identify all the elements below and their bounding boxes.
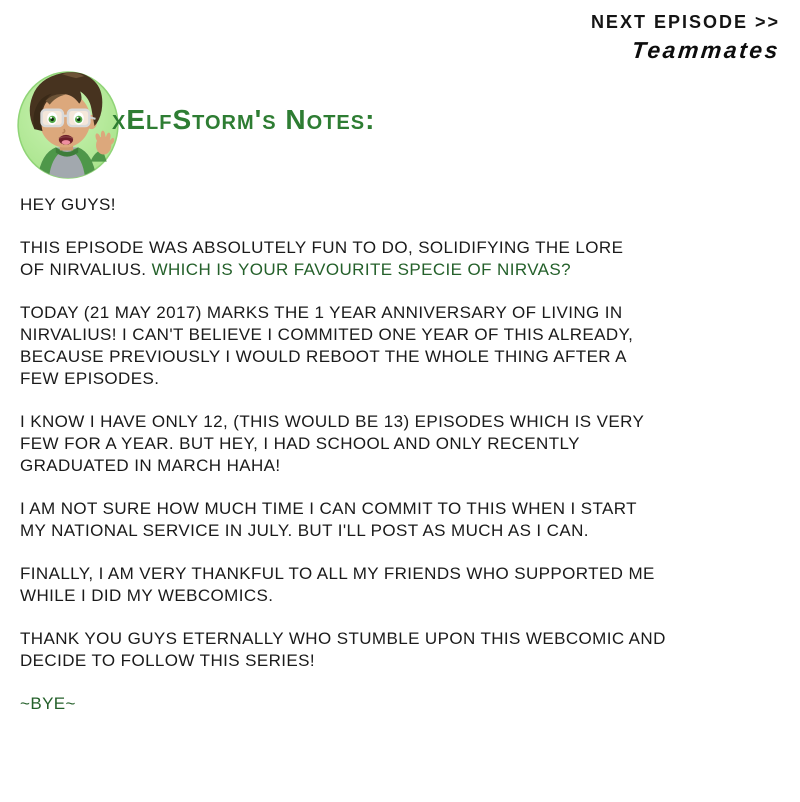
paragraph bbox=[20, 628, 790, 672]
paragraph bbox=[20, 563, 790, 607]
paragraph bbox=[20, 498, 790, 542]
text-line: FEW EPISODES. bbox=[20, 369, 160, 388]
page-title: xElfStorm's Notes: bbox=[112, 104, 376, 135]
paragraph bbox=[20, 411, 790, 477]
text-line: ~BYE~ bbox=[20, 694, 76, 713]
text-line: NIRVALIUS! I CAN'T BELIEVE I COMMITED ONE YEAR OF THIS ALREADY, bbox=[20, 325, 634, 344]
text-line: BECAUSE PREVIOUSLY I WOULD REBOOT THE WHOLE THING AFTER A bbox=[20, 347, 627, 366]
text-line: THIS EPISODE WAS ABSOLUTELY FUN TO DO, SOLIDIFYING THE LORE bbox=[20, 238, 624, 257]
paragraph bbox=[20, 237, 790, 281]
text-line: THANK YOU GUYS ETERNALLY WHO STUMBLE UPON THIS WEBCOMIC AND bbox=[20, 629, 666, 648]
paragraph bbox=[20, 693, 790, 715]
paragraph bbox=[20, 302, 790, 390]
text-line: MY NATIONAL SERVICE IN JULY. BUT I'LL POST AS MUCH AS I CAN. bbox=[20, 521, 589, 540]
avatar-mouth bbox=[59, 135, 73, 145]
text-line: FINALLY, I AM VERY THANKFUL TO ALL MY FRIENDS WHO SUPPORTED ME bbox=[20, 564, 655, 583]
boy-waving-avatar-icon bbox=[17, 68, 119, 180]
text-line: GRADUATED IN MARCH HAHA! bbox=[20, 456, 281, 475]
notes-paragraphs bbox=[20, 194, 790, 736]
text-line: DECIDE TO FOLLOW THIS SERIES! bbox=[20, 651, 315, 670]
next-episode-link[interactable] bbox=[591, 12, 780, 64]
text-line: TODAY (21 MAY 2017) MARKS THE 1 YEAR ANNIVERSARY OF LIVING IN bbox=[20, 303, 623, 322]
paragraph bbox=[20, 194, 790, 216]
text-line: I KNOW I HAVE ONLY 12, (THIS WOULD BE 13) EPISODES WHICH IS VERY bbox=[20, 412, 645, 431]
text-line: OF NIRVALIUS. WHICH IS YOUR FAVOURITE SPECIE OF NIRVAS? bbox=[20, 260, 571, 279]
text-line: I AM NOT SURE HOW MUCH TIME I CAN COMMIT TO THIS WHEN I START bbox=[20, 499, 637, 518]
text-line: HEY GUYS! bbox=[20, 195, 116, 214]
next-episode-label[interactable]: NEXT EPISODE >> bbox=[590, 12, 780, 32]
next-episode-series-title[interactable]: Teammates bbox=[630, 37, 782, 63]
text-line: FEW FOR A YEAR. BUT HEY, I HAD SCHOOL AND ONLY RECENTLY bbox=[20, 434, 580, 453]
text-line: WHILE I DID MY WEBCOMICS. bbox=[20, 586, 274, 605]
